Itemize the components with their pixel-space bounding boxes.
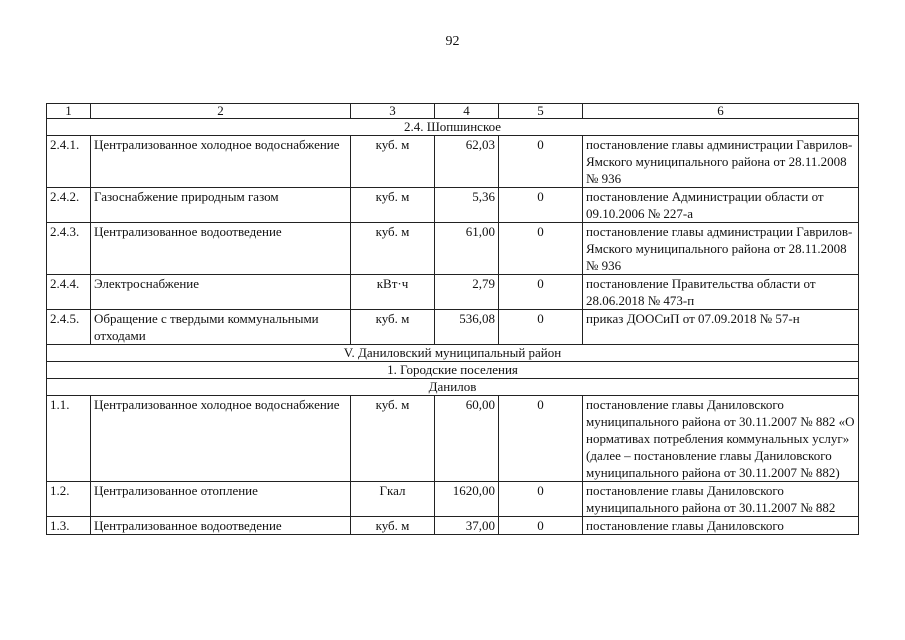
section-heading-row: [47, 379, 859, 396]
service-name: Обращение с твердыми коммунальными отходами: [91, 310, 351, 345]
unit-of-measure: куб. м: [351, 310, 435, 345]
norm-value: 5,36: [435, 188, 499, 223]
row-number: 2.4.1.: [47, 136, 91, 188]
column-5-value: 0: [499, 223, 583, 275]
service-name: Централизованное водоотведение: [91, 223, 351, 275]
row-number: 2.4.4.: [47, 275, 91, 310]
normative-act: постановление главы Даниловского муниципального района от 30.11.2007 № 882 «О нормативах потребления коммунальных услуг» (далее – постановление главы Даниловского муниципального района от 30.11.2007 № 882): [583, 396, 859, 482]
service-name: Централизованное холодное водоснабжение: [91, 136, 351, 188]
table-row: [47, 517, 859, 535]
norm-value: 2,79: [435, 275, 499, 310]
section-heading-row: [47, 362, 859, 379]
normative-act: приказ ДООСиП от 07.09.2018 № 57-н: [583, 310, 859, 345]
row-number: 2.4.2.: [47, 188, 91, 223]
normative-act: постановление главы администрации Гаврилов-Ямского муниципального района от 28.11.2008 № 936: [583, 223, 859, 275]
row-number: 1.2.: [47, 482, 91, 517]
normative-act: постановление Правительства области от 28.06.2018 № 473-п: [583, 275, 859, 310]
column-5-value: 0: [499, 482, 583, 517]
row-number: 2.4.3.: [47, 223, 91, 275]
unit-of-measure: куб. м: [351, 188, 435, 223]
unit-of-measure: куб. м: [351, 396, 435, 482]
section-heading-row: [47, 119, 859, 136]
column-5-value: 0: [499, 517, 583, 535]
row-number: 1.1.: [47, 396, 91, 482]
table-row: [47, 310, 859, 345]
table-row: [47, 396, 859, 482]
header-cell: 4: [435, 104, 499, 119]
section-heading: 1. Городские поселения: [47, 362, 859, 379]
norm-value: 1620,00: [435, 482, 499, 517]
header-cell: 2: [91, 104, 351, 119]
table-row: [47, 188, 859, 223]
table-row: [47, 482, 859, 517]
service-name: Газоснабжение природным газом: [91, 188, 351, 223]
norm-value: 60,00: [435, 396, 499, 482]
page-number: 92: [445, 34, 460, 49]
norm-value: 37,00: [435, 517, 499, 535]
column-5-value: 0: [499, 188, 583, 223]
norm-value: 536,08: [435, 310, 499, 345]
section-heading: Данилов: [47, 379, 859, 396]
service-name: Электроснабжение: [91, 275, 351, 310]
tariff-table: [46, 103, 859, 535]
table-row: [47, 223, 859, 275]
header-cell: 3: [351, 104, 435, 119]
column-5-value: 0: [499, 275, 583, 310]
service-name: Централизованное водоотведение: [91, 517, 351, 535]
column-5-value: 0: [499, 136, 583, 188]
table-row: [47, 136, 859, 188]
table-header-row: [47, 104, 859, 119]
unit-of-measure: куб. м: [351, 136, 435, 188]
row-number: 1.3.: [47, 517, 91, 535]
service-name: Централизованное отопление: [91, 482, 351, 517]
header-cell: 6: [583, 104, 859, 119]
norm-value: 62,03: [435, 136, 499, 188]
normative-act: постановление главы Даниловского муниципального района от 30.11.2007 № 882: [583, 482, 859, 517]
norm-value: 61,00: [435, 223, 499, 275]
section-heading: 2.4. Шопшинское: [47, 119, 859, 136]
normative-act: постановление Администрации области от 09.10.2006 № 227-а: [583, 188, 859, 223]
unit-of-measure: куб. м: [351, 223, 435, 275]
unit-of-measure: кВт·ч: [351, 275, 435, 310]
row-number: 2.4.5.: [47, 310, 91, 345]
header-cell: 1: [47, 104, 91, 119]
section-heading-row: [47, 345, 859, 362]
column-5-value: 0: [499, 396, 583, 482]
header-cell: 5: [499, 104, 583, 119]
table-row: [47, 275, 859, 310]
normative-act: постановление главы Даниловского: [583, 517, 859, 535]
normative-act: постановление главы администрации Гаврилов-Ямского муниципального района от 28.11.2008 № 936: [583, 136, 859, 188]
section-heading: V. Даниловский муниципальный район: [47, 345, 859, 362]
column-5-value: 0: [499, 310, 583, 345]
unit-of-measure: Гкал: [351, 482, 435, 517]
unit-of-measure: куб. м: [351, 517, 435, 535]
service-name: Централизованное холодное водоснабжение: [91, 396, 351, 482]
